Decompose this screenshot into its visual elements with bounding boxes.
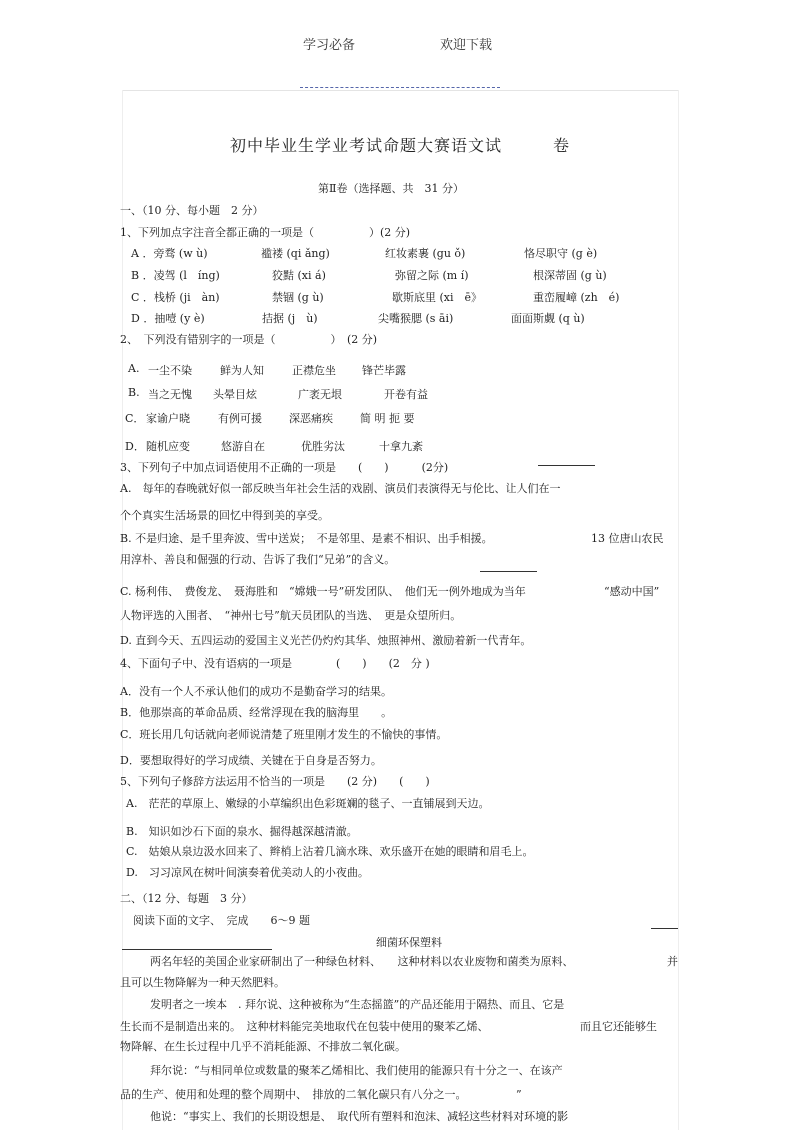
header-dashed-divider xyxy=(300,87,500,88)
q2-d-w4: 十拿九紊 xyxy=(379,440,423,453)
header-right-text: 欢迎下载 xyxy=(440,38,493,53)
q3-option-c-line2: 人物评选的入围者、 “神州七号”航天员团队的当选、 更是众望所归。 xyxy=(120,609,462,622)
q3-option-b-line2: 用淳朴、善良和倔强的行动、告诉了我们“兄弟”的含义。 xyxy=(120,553,396,566)
q5-option-d: D. 习习凉风在树叶间演奏着优美动人的小夜曲。 xyxy=(126,866,369,879)
q4-stem: 4、下面句子中、没有语病的一项是 ( ) (2 分 ) xyxy=(120,657,430,670)
q3-option-a-line1: A. 每年的春晚就好似一部反映当年社会生活的戏剧、演员们表演得无与伦比、让人们在一 xyxy=(120,482,561,495)
q3-option-b-line1: B. 不是归途、是千里奔波、雪中送炭； 不是邻里、是素不相识、出手相援。 xyxy=(120,532,493,545)
q4-option-c: C．班长用几句话就向老师说清楚了班里刚才发生的不愉快的事情。 xyxy=(120,728,448,741)
q2-a-w1: 一尘不染 xyxy=(148,364,192,377)
q3-option-a-line2: 个个真实生活场景的回忆中得到美的享受。 xyxy=(120,509,329,522)
section1-part: 一、（10 分、每小题 2 分） xyxy=(120,204,264,217)
q1-d-3: 尖嘴猴腮 (s āi) xyxy=(378,312,454,325)
article-p2-line2: 生长而不是制造出来的。 这种材料能完美地取代在包装中使用的聚苯乙烯、 xyxy=(120,1020,489,1033)
q2-b-letter: B. xyxy=(128,386,140,399)
q2-b-w1: 当之无愧 xyxy=(148,388,192,401)
section1-heading: 第Ⅱ卷（选择题、共 31 分） xyxy=(318,182,464,195)
q1-b-3: 弥留之际 (m í) xyxy=(395,269,469,282)
q1-c-4: 重峦履嶂 (zh é) xyxy=(533,291,620,304)
section2-part: 二、（12 分、每题 3 分） xyxy=(120,892,253,905)
article-p2-line3: 物降解、在生长过程中几乎不消耗能源、不排放二氧化碳。 xyxy=(120,1040,406,1053)
q4-option-b: B．他那崇高的革命品质、经常浮现在我的脑海里 。 xyxy=(120,706,393,719)
q3-option-b-line1-right: 13 位唐山农民 xyxy=(591,532,664,545)
q2-d-w2: 悠游自在 xyxy=(221,440,265,453)
q1-c-1: C ．栈桥 (ji àn) xyxy=(131,291,220,304)
q2-d-w3: 优胜劣汰 xyxy=(301,440,345,453)
article-p2-line2-right: 而且它还能够生 xyxy=(580,1020,657,1033)
q3-option-c-line1: C. 杨利伟、 费俊龙、 聂海胜和 “嫦娥一号”研发团队、 他们无一例外地成为当年 xyxy=(120,585,526,598)
q1-c-3: 歇斯底里 (xi ē》 xyxy=(392,291,483,304)
q1-b-1: B ．凌驾 (l íng) xyxy=(131,269,220,282)
q2-c-letter: C． xyxy=(125,412,145,425)
q2-b-w2: 头晕目炫 xyxy=(213,388,257,401)
q2-a-w4: 锋芒毕露 xyxy=(362,364,406,377)
q1-stem: 1、下列加点字注音全都正确的一项是（ ）(2 分) xyxy=(120,226,411,239)
q3-option-d: D. 直到今天、五四运动的爱国主义光芒仍灼灼其华、烛照神州、激励着新一代青年。 xyxy=(120,634,532,647)
page-frame-right xyxy=(678,90,679,1130)
page-frame-top xyxy=(122,90,678,91)
q3-answer-line xyxy=(538,465,595,466)
q3-stem: 3、下列句子中加点词语使用不正确的一项是 ( ) (2分) xyxy=(120,461,449,474)
q2-c-w1: 家谕户晓 xyxy=(146,412,190,425)
section2-instruction: 阅读下面的文字、 完成 6～9 题 xyxy=(133,914,310,927)
q1-a-2: 褴褛 (qi ǎng) xyxy=(261,247,330,260)
q1-a-1: A ．旁骛 (w ù) xyxy=(131,247,208,260)
q2-b-w3: 广袤无垠 xyxy=(298,388,342,401)
q2-a-w3: 正襟危坐 xyxy=(292,364,336,377)
q1-d-2: 拮据 (j ù) xyxy=(262,312,318,325)
q4-option-d: D．要想取得好的学习成绩、关键在于自身是否努力。 xyxy=(120,754,382,767)
article-p2-line1: 发明者之一埃本 . 拜尔说、这种被称为“生态摇篮”的产品还能用于隔热、而且、它是 xyxy=(150,998,565,1011)
section2-right-rule xyxy=(651,928,678,929)
q2-b-w4: 开卷有益 xyxy=(384,388,428,401)
q2-d-letter: D． xyxy=(125,440,145,453)
q3-underline xyxy=(480,571,537,572)
q2-stem: 2、 下列没有错别字的一项是（ ） (2 分) xyxy=(120,333,378,346)
q2-a-w2: 鲜为人知 xyxy=(220,364,264,377)
q4-option-a: A．没有一个人不承认他们的成功不是勤奋学习的结果。 xyxy=(120,685,392,698)
q1-a-3: 红妆素裹 (gu ǒ) xyxy=(385,247,466,260)
q1-b-4: 根深蒂固 (g ù) xyxy=(533,269,607,282)
article-p3-line1: 拜尔说：“与相同单位或数量的聚苯乙烯相比、我们使用的能源只有十分之一、在该产 xyxy=(150,1064,563,1077)
q3-option-c-line1-right: “感动中国” xyxy=(604,585,660,598)
q2-c-w4: 简 明 扼 要 xyxy=(360,412,415,425)
q5-stem: 5、下列句子修辞方法运用不恰当的一项是 (2 分) ( ) xyxy=(120,775,430,788)
title-suffix: 卷 xyxy=(553,136,571,155)
q1-c-2: 禁锢 (g ù) xyxy=(272,291,324,304)
q2-d-w1: 随机应变 xyxy=(146,440,190,453)
article-p3-line2: 品的生产、使用和处理的整个周期中、 排放的二氧化碳只有八分之一。 ” xyxy=(120,1088,522,1101)
header-left-text: 学习必备 xyxy=(303,38,356,53)
article-title: 细菌环保塑料 xyxy=(376,936,442,949)
q5-option-b: B. 知识如沙石下面的泉水、掘得越深越清澈。 xyxy=(126,825,358,838)
q1-a-4: 恪尽职守 (g è) xyxy=(524,247,598,260)
q1-d-1: D ．抽噎 (y è) xyxy=(131,312,205,325)
q2-a-letter: A. xyxy=(128,362,140,375)
q5-option-c: C. 姑娘从泉边汲水回来了、辫梢上沾着几滴水珠、欢乐盛开在她的眼睛和眉毛上。 xyxy=(126,845,534,858)
q2-c-w2: 有例可援 xyxy=(218,412,262,425)
article-p1-line1-right: 并 xyxy=(667,955,678,968)
q5-option-a: A. 茫茫的草原上、嫩绿的小草编织出色彩斑斓的毯子、一直铺展到天边。 xyxy=(126,797,490,810)
q1-b-2: 狡黠 (xi á) xyxy=(272,269,326,282)
title-main: 初中毕业生学业考试命题大赛语文试 xyxy=(230,136,503,155)
article-p1-line2: 且可以生物降解为一种天然肥料。 xyxy=(120,976,285,989)
article-p1-line1: 两名年轻的美国企业家研制出了一种绿色材料、 这种材料以农业废物和菌类为原料、 xyxy=(150,955,574,968)
q1-d-4: 面面斯觑 (q ù) xyxy=(511,312,585,325)
section2-left-rule xyxy=(122,949,272,950)
q2-c-w3: 深恶痛疾 xyxy=(289,412,333,425)
article-p4-line1: 他说：“事实上、我们的长期设想是、 取代所有塑料和泡沫、减轻这些材料对环境的影 xyxy=(150,1110,569,1123)
